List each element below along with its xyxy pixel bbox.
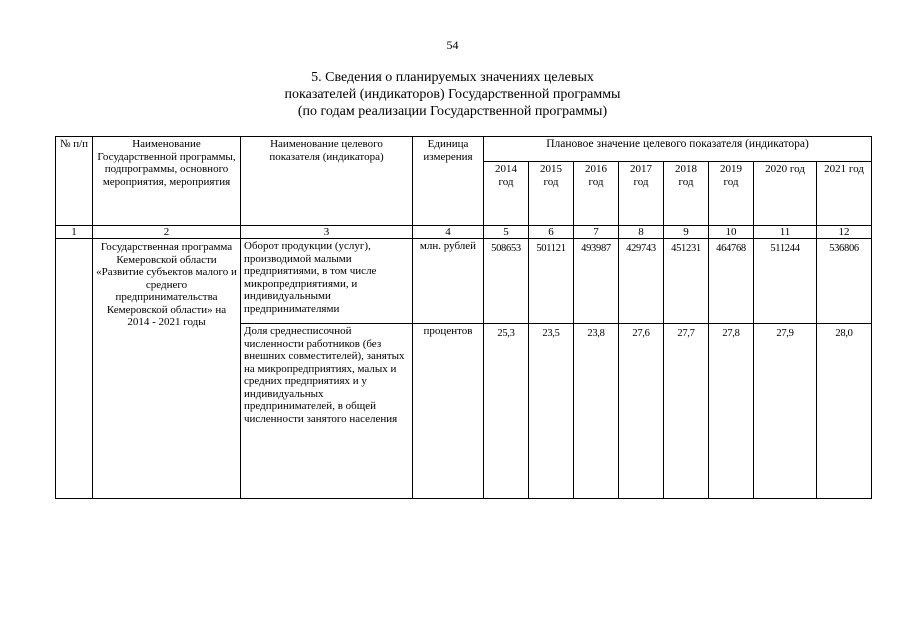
program-name-cell: Государственная программа Кемеровской области «Развитие субъектов малого и среднего предпринимательства Кемеровской области» на 2014 - 2021 годы — [93, 239, 241, 499]
value-cell: 27,7 — [664, 324, 709, 499]
header-year: 2015 год — [529, 162, 574, 226]
header-indicator: Наименование целевого показателя (индикатора) — [241, 137, 413, 226]
header-program: Наименование Государственной программы, подпрограммы, основного мероприятия, мероприятия — [93, 137, 241, 226]
column-number: 1 — [56, 226, 93, 239]
value-cell: 493987 — [574, 239, 619, 324]
value-cell: 23,5 — [529, 324, 574, 499]
value-cell: 28,0 — [817, 324, 872, 499]
column-number: 9 — [664, 226, 709, 239]
header-year: 2016 год — [574, 162, 619, 226]
indicator-cell: Оборот продукции (услуг), производимой малыми предприятиями, в том числе микропредприятиями, и индивидуальными предпринимателями — [241, 239, 413, 324]
value-cell: 25,3 — [484, 324, 529, 499]
value-cell: 27,9 — [754, 324, 817, 499]
header-year: 2018 год — [664, 162, 709, 226]
table-row — [56, 239, 872, 324]
header-year: 2017 год — [619, 162, 664, 226]
unit-cell: процентов — [413, 324, 484, 499]
column-number: 7 — [574, 226, 619, 239]
column-number: 11 — [754, 226, 817, 239]
title-line-3: (по годам реализации Государственной программы) — [297, 104, 608, 119]
value-cell: 536806 — [817, 239, 872, 324]
column-number: 5 — [484, 226, 529, 239]
title-line-1: 5. Сведения о планируемых значениях целевых — [311, 70, 594, 85]
column-number: 8 — [619, 226, 664, 239]
column-number: 10 — [709, 226, 754, 239]
column-number: 3 — [241, 226, 413, 239]
value-cell: 511244 — [754, 239, 817, 324]
header-year: 2019 год — [709, 162, 754, 226]
header-year: 2021 год — [817, 162, 872, 226]
header-year: 2020 год — [754, 162, 817, 226]
column-number: 6 — [529, 226, 574, 239]
section-title — [0, 69, 905, 120]
column-number-row — [56, 226, 872, 239]
header-planned: Плановое значение целевого показателя (индикатора) — [484, 137, 872, 162]
indicator-cell: Доля среднесписочной численности работников (без внешних совместителей), занятых на микропредприятиях, малых и средних предприятиях и у индивидуальных предпринимателей, в общей численности занятого населения — [241, 324, 413, 499]
value-cell: 27,8 — [709, 324, 754, 499]
value-cell: 429743 — [619, 239, 664, 324]
value-cell: 508653 — [484, 239, 529, 324]
column-number: 2 — [93, 226, 241, 239]
value-cell: 464768 — [709, 239, 754, 324]
page-number: 54 — [446, 38, 459, 52]
title-line-2: показателей (индикаторов) Государственной программы — [284, 87, 621, 102]
value-cell: 451231 — [664, 239, 709, 324]
header-num: № п/п — [56, 137, 93, 226]
header-row — [56, 137, 872, 162]
indicators-table — [55, 136, 872, 499]
value-cell: 501121 — [529, 239, 574, 324]
column-number: 12 — [817, 226, 872, 239]
header-year: 2014 год — [484, 162, 529, 226]
unit-cell: млн. рублей — [413, 239, 484, 324]
value-cell: 23,8 — [574, 324, 619, 499]
header-unit: Единица измерения — [413, 137, 484, 226]
column-number: 4 — [413, 226, 484, 239]
row-num-cell — [56, 239, 93, 499]
value-cell: 27,6 — [619, 324, 664, 499]
